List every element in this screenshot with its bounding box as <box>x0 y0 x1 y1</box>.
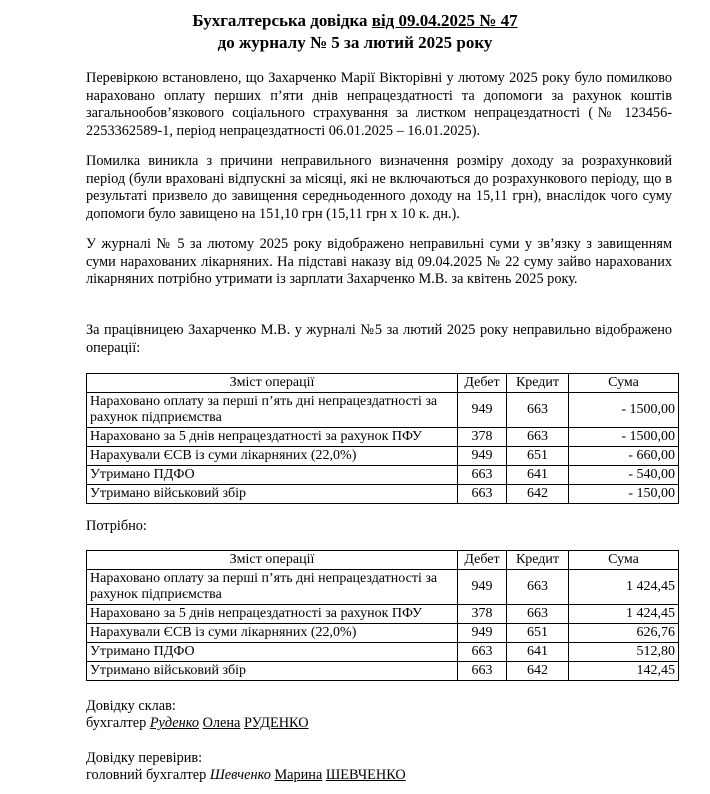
header-debit: Дебет <box>458 374 507 393</box>
cell-sum: - 1500,00 <box>569 428 679 447</box>
cell-debit: 949 <box>458 447 507 466</box>
correct-operations-table <box>86 550 679 681</box>
cell-sum: - 150,00 <box>569 485 679 504</box>
header-sum: Сума <box>569 374 679 393</box>
document-subtitle: до журналу № 5 за лютий 2025 року <box>217 33 493 52</box>
cell-operation: Утримано ПДФО <box>87 466 458 485</box>
prepared-signature: Руденко <box>149 715 199 731</box>
needed-label: Потрібно: <box>86 518 147 534</box>
table-row <box>87 485 679 504</box>
cell-credit: 663 <box>507 428 569 447</box>
header-operation: Зміст операції <box>87 374 458 393</box>
table-row <box>87 428 679 447</box>
cell-sum: 512,80 <box>569 643 679 662</box>
cell-operation: Утримано військовий збір <box>87 485 458 504</box>
cell-sum: 1 424,45 <box>569 605 679 624</box>
cell-credit: 642 <box>507 662 569 681</box>
cell-debit: 663 <box>458 466 507 485</box>
cell-debit: 949 <box>458 393 507 428</box>
cell-debit: 378 <box>458 605 507 624</box>
checked-last-name: ШЕВЧЕНКО <box>325 767 406 783</box>
cell-credit: 663 <box>507 393 569 428</box>
cell-debit: 949 <box>458 570 507 605</box>
table-row <box>87 570 679 605</box>
cell-sum: 1 424,45 <box>569 570 679 605</box>
cell-sum: - 540,00 <box>569 466 679 485</box>
cell-debit: 949 <box>458 624 507 643</box>
cell-credit: 651 <box>507 624 569 643</box>
cell-sum: - 660,00 <box>569 447 679 466</box>
table-header-row <box>87 551 679 570</box>
paragraph-operations-intro: За працівницею Захарченко М.В. у журналі №5 за лютий 2025 року неправильно відображено операції: <box>86 322 672 356</box>
cell-operation: Нараховано оплату за перші п’ять дні непрацездатності за рахунок підприємства <box>87 570 458 605</box>
header-operation: Зміст операції <box>87 551 458 570</box>
table-row <box>87 643 679 662</box>
prepared-by-line <box>86 714 309 732</box>
cell-operation: Нараховано за 5 днів непрацездатності за рахунок ПФУ <box>87 428 458 447</box>
checked-first-name: Марина <box>274 767 323 783</box>
title-prefix: Бухгалтерська довідка <box>192 11 372 30</box>
cell-debit: 378 <box>458 428 507 447</box>
header-credit: Кредит <box>507 374 569 393</box>
table-row <box>87 447 679 466</box>
cell-credit: 642 <box>507 485 569 504</box>
cell-credit: 663 <box>507 605 569 624</box>
prepared-first-name: Олена <box>202 715 241 731</box>
cell-operation: Утримано ПДФО <box>87 643 458 662</box>
table-row <box>87 393 679 428</box>
cell-debit: 663 <box>458 662 507 681</box>
cell-sum: - 1500,00 <box>569 393 679 428</box>
cell-credit: 663 <box>507 570 569 605</box>
cell-debit: 663 <box>458 485 507 504</box>
table-row <box>87 605 679 624</box>
paragraph-journal: У журналі № 5 за лютому 2025 року відображено неправильні суми у зв’язку з завищенням суми нарахованих лікарняних. На підставі наказу від 09.04.2025 № 22 суму зайво нарахованих лікарняних потрібно утримати із зарплати Захарченко М.В. за квітень 2025 року. <box>86 236 672 288</box>
cell-operation: Нараховано за 5 днів непрацездатності за рахунок ПФУ <box>87 605 458 624</box>
header-debit: Дебет <box>458 551 507 570</box>
checked-role: головний бухгалтер <box>86 767 210 783</box>
cell-credit: 641 <box>507 466 569 485</box>
prepared-last-name: РУДЕНКО <box>243 715 309 731</box>
checked-by-line <box>86 766 406 784</box>
document-title <box>0 11 710 31</box>
cell-credit: 641 <box>507 643 569 662</box>
cell-credit: 651 <box>507 447 569 466</box>
cell-operation: Нарахували ЄСВ із суми лікарняних (22,0%) <box>87 624 458 643</box>
cell-debit: 663 <box>458 643 507 662</box>
cell-operation: Нараховано оплату за перші п’ять дні непрацездатності за рахунок підприємства <box>87 393 458 428</box>
header-sum: Сума <box>569 551 679 570</box>
prepared-by-label: Довідку склав: <box>86 698 176 714</box>
title-date-number: від 09.04.2025 № 47 <box>371 11 518 30</box>
table-row <box>87 662 679 681</box>
incorrect-operations-table <box>86 373 679 504</box>
prepared-role: бухгалтер <box>86 715 150 731</box>
header-credit: Кредит <box>507 551 569 570</box>
table-row <box>87 624 679 643</box>
paragraph-finding: Перевіркою встановлено, що Захарченко Марії Вікторівні у лютому 2025 року було помилково нараховано оплату перших п’яти днів непрацездатності та допомоги за рахунок коштів загальнообов’язкового соціального страхування за листком непрацездатності (№ 123456-2253362589-1, період непрацездатності 06.01.2025 – 16.01.2025). <box>86 70 672 139</box>
checked-by-label: Довідку перевірив: <box>86 750 203 766</box>
cell-sum: 626,76 <box>569 624 679 643</box>
cell-operation: Нарахували ЄСВ із суми лікарняних (22,0%) <box>87 447 458 466</box>
paragraph-error-cause: Помилка виникла з причини неправильного визначення розміру доходу за розрахунковий період (були враховані відпускні за місяці, які не включаються до розрахункового періоду, що в результаті призвело до завищення середньоденного доходу на 15,11 грн), внаслідок чого суму допомоги було завищено на 151,10 грн (15,11 грн х 10 к. дн.). <box>86 153 672 222</box>
cell-sum: 142,45 <box>569 662 679 681</box>
cell-operation: Утримано військовий збір <box>87 662 458 681</box>
table-header-row <box>87 374 679 393</box>
table-row <box>87 466 679 485</box>
checked-signature: Шевченко <box>209 767 271 783</box>
